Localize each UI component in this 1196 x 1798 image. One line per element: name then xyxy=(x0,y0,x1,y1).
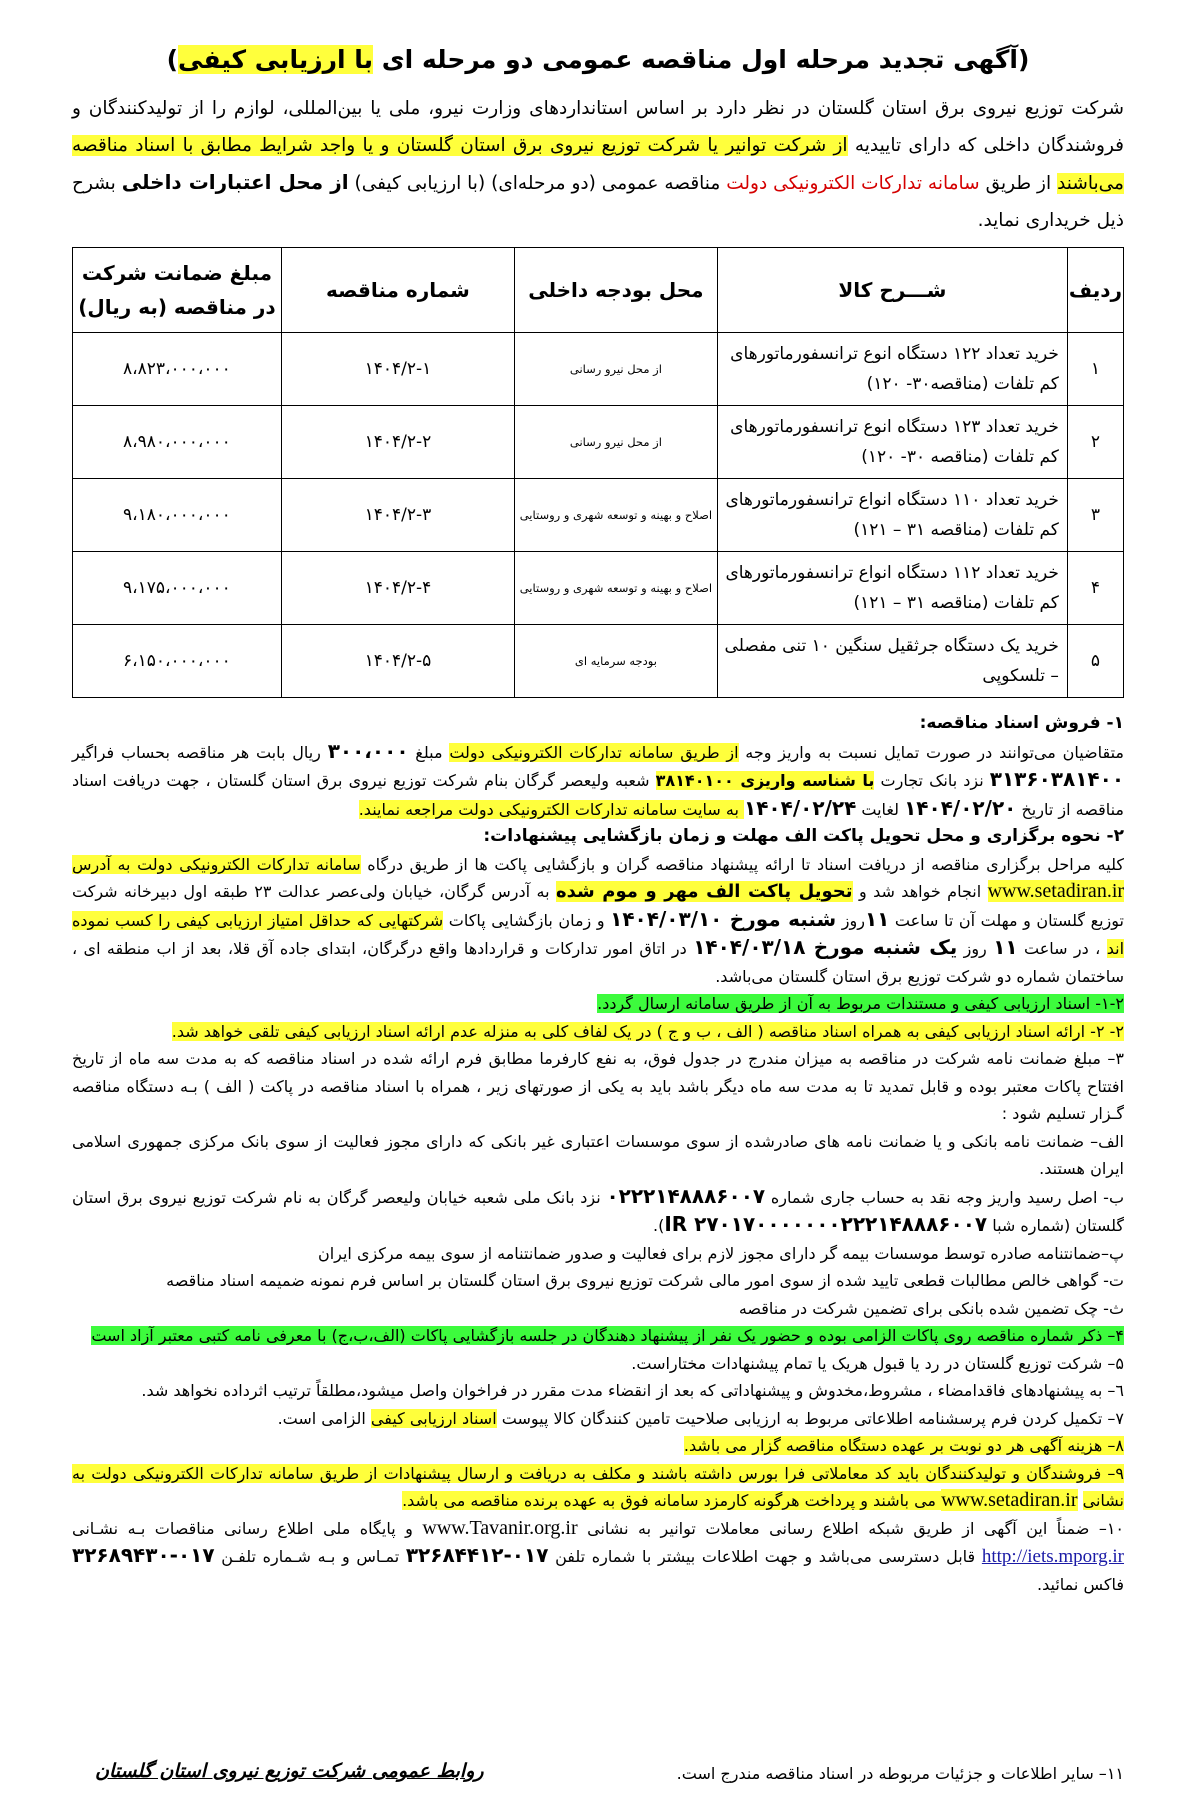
row-description: خرید تعداد ۱۲۳ دستگاه انوع ترانسفورماتورهای کم تلفات (مناقصه ۳۰- ۱۲۰) xyxy=(717,406,1067,479)
section-3-alef: الف– ضمانت نامه بانکی و یا ضمانت نامه های صادرشده از سوی موسسات اعتباری غیر بانکی که دارای مجوز فعالیت از سوی بانک مرکزی جمهوری اسلامی ایران هستند. xyxy=(72,1131,1124,1178)
row-tender-number: ۱۴۰۴/۲-۳ xyxy=(281,479,514,552)
section-11: ۱۱– سایر اطلاعات و جزئیات مربوطه در اسناد مناقصه مندرج است. xyxy=(676,1764,1124,1783)
highlight-run: ۲- ۲- ارائه اسناد ارزیابی کیفی به همراه اسناد مناقصه ( الف ، ب و ج ) در یک لفاف کلی به منزله عدم ارائه اسناد ارزیابی کیفی تلقی خواهد شد. xyxy=(171,1021,1124,1041)
items-table xyxy=(72,247,1124,698)
highlight-run: اسناد ارزیابی کیفی xyxy=(370,1408,497,1428)
notice-title xyxy=(72,40,1124,80)
intro-highlight: از شرکت توانیر یا شرکت توزیع نیروی برق استان گلستان و یا واجد شرایط مطابق با اسناد مناقصه می‌باشند xyxy=(72,135,1124,194)
section-3-te: ت- گواهی خالص مطالبات قطعی تایید شده از سوی امور مالی شرکت توزیع نیروی برق استان گلستان بر اساس فرم نمونه ضمیمه اسناد مناقصه xyxy=(166,1271,1124,1290)
highlight-run: شرکتهایی که حداقل امتیاز ارزیابی کیفی را کسب نموده اند xyxy=(72,910,1125,958)
section-9 xyxy=(72,1460,1124,1515)
table-row xyxy=(73,406,1124,479)
account-number: ۰۲۲۲۱۴۸۸۸۶۰۰۷ xyxy=(606,1183,766,1208)
time-bold: ۱۱ xyxy=(993,935,1018,959)
row-amount: ۶،۱۵۰،۰۰۰،۰۰۰ xyxy=(73,625,282,698)
text-run: ۷– تکمیل کردن فرم پرسشنامه اطلاعاتی مربوط به ارزیابی صلاحیت تامین کنندگان کالا پیوست xyxy=(496,1408,1124,1428)
row-tender-number: ۱۴۰۴/۲-۴ xyxy=(281,552,514,625)
payment-id: با شناسه واریزی ۳۸۱۴۰۱۰۰ xyxy=(655,771,875,790)
text-run: الزامی است. xyxy=(277,1408,371,1428)
fax-number: ۰۱۷-۳۲۶۸۹۴۳۰ xyxy=(72,1543,215,1567)
text-run: لغایت xyxy=(856,799,905,819)
text-run: و پایگاه ملی اطلاع رسانی مناقصات بـه نشـانی xyxy=(72,1518,423,1538)
table-row xyxy=(73,479,1124,552)
section-2-1 xyxy=(72,990,1124,1018)
text-run: و زمان بازگشایی پاکات xyxy=(443,910,611,930)
text-run: روز xyxy=(836,910,865,930)
section-1-text xyxy=(72,738,1124,824)
row-tender-number: ۱۴۰۴/۲-۱ xyxy=(281,333,514,406)
row-number: ۲ xyxy=(1067,406,1123,479)
highlight-run: تحویل پاکت الف مهر و موم شده xyxy=(555,881,853,902)
highlight-run: ۸– هزینه آگهی هر دو نوبت بر عهده دستگاه مناقصه گزار می باشد. xyxy=(683,1436,1124,1455)
time-bold: ۱۱ xyxy=(864,906,890,931)
row-amount: ۸،۸۲۳،۰۰۰،۰۰۰ xyxy=(73,333,282,406)
iets-link[interactable]: http://iets.mporg.ir xyxy=(981,1546,1125,1567)
text-run: انجام خواهد شد و xyxy=(852,882,988,901)
section-3-pe: پ–ضمانتنامه صادره توسط موسسات بیمه گر دارای مجوز لازم برای فعالیت و صدور ضمانتنامه از سوی بیمه مرکزی ایران xyxy=(317,1243,1124,1263)
section-3-text: ۳– مبلغ ضمانت نامه شرکت در مناقصه به میزان مندرج در جدول فوق، به نفع کارفرما مطابق فرم ارائه شده در اسناد مناقصه که به مدت سه ماه از تاریخ افتتاح پاکات معتبر بوده و قابل تمدید تا به مدت سه ماه دیگر باشد باید به یکی از صورتهای زیر ، همراه با اسناد مناقصه در پاکت ( الف ) بـه دستگاه مناقصه گـزار تسلیم شود : xyxy=(72,1049,1124,1123)
title-text: (آگهی تجدید مرحله اول مناقصه عمومی دو مرحله ای xyxy=(373,45,1030,74)
section-5: ۵– شرکت توزیع گلستان در رد یا قبول هریک یا تمام پیشنهادات مختاراست. xyxy=(631,1353,1124,1373)
notice-body xyxy=(72,710,1124,1598)
text-run: تمـاس و بـه شـماره تلفـن xyxy=(214,1547,406,1566)
end-date: ۱۴۰۴/۰۲/۲۴ xyxy=(744,795,857,820)
section-2-2 xyxy=(72,1018,1124,1046)
col-description: شـــرح کالا xyxy=(717,248,1067,333)
row-description: خرید تعداد ۱۱۲ دستگاه انواع ترانسفورماتورهای کم تلفات (مناقصه ۳۱ – ۱۲۱) xyxy=(717,552,1067,625)
text-run: قابل دسترسی می‌باشد و جهت اطلاعات بیشتر با شماره تلفن xyxy=(548,1547,982,1566)
text-run: متقاضیان می‌توانند در صورت تمایل نسبت به واریز وجه xyxy=(738,742,1125,762)
table-row xyxy=(73,333,1124,406)
text-run: ، در ساعت xyxy=(1017,939,1107,958)
text-run: ب- اصل رسید واریز وجه نقد به حساب جاری شماره xyxy=(765,1187,1125,1207)
intro-text: بشرح ذیل خریداری نماید. xyxy=(72,173,1124,231)
account-number: ۳۱۳۶۰۳۸۱۴۰۰ xyxy=(989,767,1125,791)
intro-paragraph xyxy=(72,90,1124,239)
section-6: ٦– به پیشنهادهای فاقدامضاء ، مشروط،مخدوش و پیشنهاداتی که بعد از انقضاء مدت مقرر در فراخوان واصل میشود،مطلقاً ترتیب اثرداده نخواهد شد. xyxy=(141,1381,1124,1400)
row-amount: ۹،۱۷۵،۰۰۰،۰۰۰ xyxy=(73,552,282,625)
phone-number: ۰۱۷-۳۲۶۸۴۴۱۲ xyxy=(405,1543,549,1567)
col-tender-number: شماره مناقصه xyxy=(281,248,514,333)
row-amount: ۸،۹۸۰،۰۰۰،۰۰۰ xyxy=(73,406,282,479)
row-budget: بودجه سرمایه ای xyxy=(514,625,717,698)
green-highlight: ۱-۲- اسناد ارزیابی کیفی و مستندات مربوط به آن از طریق سامانه ارسال گردد. xyxy=(597,994,1124,1013)
table-row xyxy=(73,552,1124,625)
text-run: در اتاق امور تدارکات و قراردادها واقع درگرگان، ابتدای جاده آق قلا، بعد از اب منطقه ای ، ساختمان شماره دو شرکت توزیع برق استان گلستان می‌باشد. xyxy=(72,939,1124,986)
row-description: خرید یک دستگاه جرثقیل سنگین ۱۰ تنی مفصلی – تلسکوپی xyxy=(717,625,1067,698)
text-run: نزد بانک ملی شعبه خیابان ولیعصر گرگان به نام شرکت توزیع نیروی برق استان گلستان (شماره شبا xyxy=(72,1187,1124,1235)
row-description: خرید تعداد ۱۲۲ دستگاه انوع ترانسفورماتورهای کم تلفات (مناقصه۳۰- ۱۲۰) xyxy=(717,333,1067,406)
setadiran-link[interactable]: www.setadiran.ir xyxy=(941,1489,1078,1511)
title-close: ) xyxy=(166,45,179,74)
row-number: ۳ xyxy=(1067,479,1123,552)
table-row xyxy=(73,625,1124,698)
intro-text: از طریق xyxy=(979,173,1058,194)
text-run: نزد بانک تجارت xyxy=(874,771,990,790)
text-run: ). xyxy=(653,1216,665,1235)
row-number: ۴ xyxy=(1067,552,1123,625)
title-highlight: با ارزیابی کیفی xyxy=(178,45,374,74)
section-10 xyxy=(72,1515,1124,1599)
row-number: ۱ xyxy=(1067,333,1123,406)
footer-signature: روابط عمومی شرکت توزیع نیروی استان گلستان xyxy=(95,1760,484,1782)
amount-bold: ۳۰۰،۰۰۰ xyxy=(327,738,409,763)
row-budget: از محل نیرو رسانی xyxy=(514,333,717,406)
green-highlight: ۴– ذکر شماره مناقصه روی پاکات الزامی بوده و حضور یک نفر از پیشنهاد دهندگان در جلسه بازگشایی پاکات (الف،ب،ج) با معرفی نامه کتبی معتبر آزاد است xyxy=(91,1326,1124,1345)
intro-text: شرکت توزیع نیروی برق استان گلستان در نظر دارد بر اساس استانداردهای وزارت نیرو، ملی یا بین‌المللی، لوازم را از تولیدکنندگان و فروشندگان داخلی که دارای تاییدیه xyxy=(72,98,1124,156)
section-2-text xyxy=(72,851,1124,991)
col-guarantee-amount: مبلغ ضمانت شرکت در مناقصه (به ریال) xyxy=(73,248,282,333)
intro-text: مناقصه عمومی (دو مرحله‌ای) (با ارزیابی کیفی) xyxy=(348,173,727,194)
section-3-be xyxy=(72,1183,1124,1240)
opening-date: یک شنبه مورخ ۱۴۰۴/۰۳/۱۸ xyxy=(693,935,958,959)
section-2-heading: ۲- نحوه برگزاری و محل تحویل پاکت الف مهلت و زمان بازگشایی پیشنهادات: xyxy=(483,826,1124,846)
text-run: کلیه مراحل برگزاری مناقصه از دریافت اسناد تا ارائه پیشنهاد مناقصه گران و بازگشایی پاکت ها از طریق درگاه xyxy=(360,854,1124,874)
row-budget: اصلاح و بهینه و توسعه شهری و روستایی xyxy=(514,479,717,552)
section-4 xyxy=(72,1322,1124,1350)
text-run: ۱۰– ضمناً این آگهی از طریق شبکه اطلاع رسانی معاملات توانیر به نشانی xyxy=(577,1518,1125,1538)
section-1-heading: ۱- فروش اسناد مناقصه: xyxy=(919,713,1124,733)
text-run: شعبه ولیعصر گرگان بنام شرکت توزیع نیروی برق استان گلستان ، جهت دریافت اسناد مناقصه از تاریخ xyxy=(72,771,1124,819)
text-run: به آدرس گرگان، خیابان ولی‌عصر عدالت ۲۳ طبقه اول دبیرخانه شرکت توزیع گلستان و مهلت آن تا ساعت xyxy=(72,882,1124,930)
highlight-run: سامانه تدارکات الکترونیکی دولت به آدرس xyxy=(72,854,361,874)
text-run: روز xyxy=(957,939,994,958)
text-run: فاکس نمائید. xyxy=(1037,1574,1124,1594)
text-run: مبلغ xyxy=(408,742,450,762)
intro-red-text: سامانه تدارکات الکترونیکی دولت xyxy=(726,173,980,194)
setadiran-link[interactable]: www.setadiran.ir xyxy=(987,880,1125,902)
row-number: ۵ xyxy=(1067,625,1123,698)
highlight-run: ۹– فروشندگان و تولیدکنندگان باید کد معاملاتی فرا بورس داشته باشند و مکلف به دریافت و ارسال پیشنهادات از طریق سامانه تدارکات الکترونیکی دولت به نشانی xyxy=(72,1463,1124,1510)
highlight-run: می باشند و پرداخت هرگونه کارمزد سامانه فوق به عهده برنده مناقصه می باشد. xyxy=(402,1491,942,1510)
row-tender-number: ۱۴۰۴/۲-۵ xyxy=(281,625,514,698)
section-3-se: ث- چک تضمین شده بانکی برای تضمین شرکت در مناقصه xyxy=(738,1298,1124,1318)
text-run: ریال بابت هر مناقصه بحساب فراگیر xyxy=(72,742,328,762)
intro-bold: از محل اعتبارات داخلی xyxy=(121,170,349,194)
row-tender-number: ۱۴۰۴/۲-۲ xyxy=(281,406,514,479)
highlight-run: از طریق سامانه تدارکات الکترونیکی دولت xyxy=(449,742,739,762)
row-description: خرید تعداد ۱۱۰ دستگاه انواع ترانسفورماتورهای کم تلفات (مناقصه ۳۱ – ۱۲۱) xyxy=(717,479,1067,552)
row-budget: اصلاح و بهینه و توسعه شهری و روستایی xyxy=(514,552,717,625)
start-date: ۱۴۰۴/۰۲/۲۰ xyxy=(904,795,1017,820)
table-header-row xyxy=(73,248,1124,333)
section-8 xyxy=(72,1432,1124,1460)
section-7 xyxy=(72,1405,1124,1433)
deadline-date: شنبه مورخ ۱۴۰۴/۰۳/۱۰ xyxy=(610,906,837,931)
row-amount: ۹،۱۸۰،۰۰۰،۰۰۰ xyxy=(73,479,282,552)
tavanir-link[interactable]: www.Tavanir.org.ir xyxy=(422,1516,578,1539)
sheba-number: IR ۲۷۰۱۷۰۰۰۰۰۰۰۲۲۲۱۴۸۸۸۶۰۰۷ xyxy=(664,1212,988,1236)
highlight-run: به سایت سامانه تدارکات الکترونیکی دولت مراجعه نمایند. xyxy=(358,799,745,819)
col-budget: محل بودجه داخلی xyxy=(514,248,717,333)
row-budget: از محل نیرو رسانی xyxy=(514,406,717,479)
col-row: ردیف xyxy=(1067,248,1123,333)
